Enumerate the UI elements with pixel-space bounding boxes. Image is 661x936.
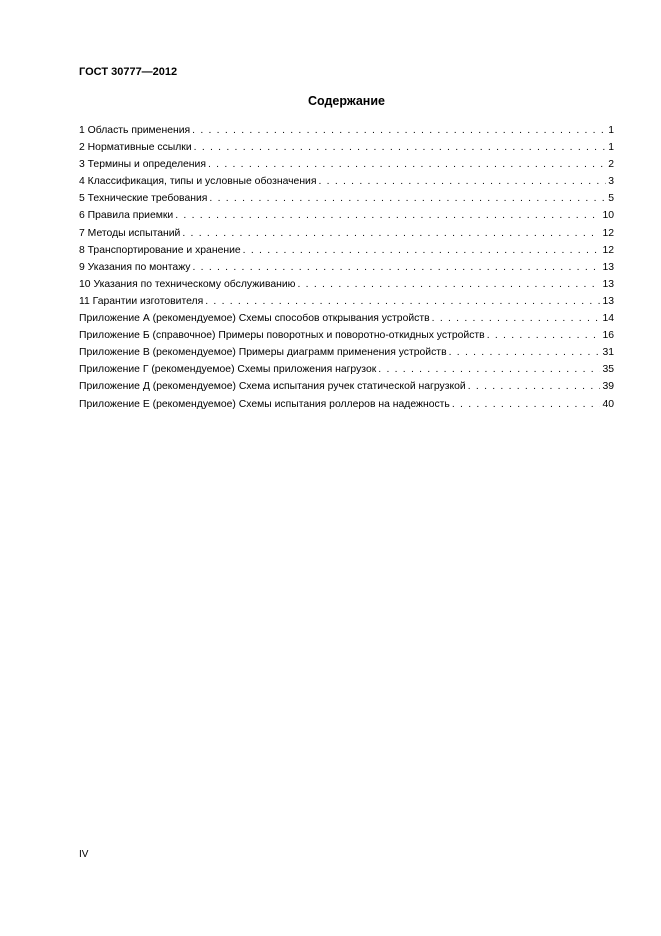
toc-entry[interactable] xyxy=(79,293,614,310)
toc-entry-page: 2 xyxy=(608,159,614,171)
toc-entry-page: 5 xyxy=(608,193,614,205)
toc-entry[interactable] xyxy=(79,327,614,344)
toc-dot-leader xyxy=(468,378,601,395)
toc-entry[interactable] xyxy=(79,259,614,276)
toc-entry[interactable] xyxy=(79,344,614,361)
toc-entry-page: 31 xyxy=(602,347,614,359)
toc-entry[interactable] xyxy=(79,310,614,327)
toc-entry-title: Приложение В (рекомендуемое) Примеры диаграмм применения устройств xyxy=(79,347,447,359)
toc-entry-page: 35 xyxy=(602,364,614,376)
toc-dot-leader xyxy=(205,293,600,310)
toc-entry[interactable] xyxy=(79,378,614,395)
toc-entry[interactable] xyxy=(79,276,614,293)
toc-entry-title: Приложение Е (рекомендуемое) Схемы испытания роллеров на надежность xyxy=(79,398,450,410)
toc-entry-title: Приложение А (рекомендуемое) Схемы способов открывания устройств xyxy=(79,313,430,325)
toc-dot-leader xyxy=(318,173,606,190)
toc-entry-page: 1 xyxy=(608,142,614,154)
toc-entry-page: 1 xyxy=(608,125,614,136)
toc-entry-page: 16 xyxy=(602,330,614,342)
toc-entry-title: Приложение Д (рекомендуемое) Схема испытания ручек статической нагрузкой xyxy=(79,381,466,393)
toc-entry-title: 9 Указания по монтажу xyxy=(79,261,191,273)
toc-entry[interactable] xyxy=(79,207,614,224)
toc-dot-leader xyxy=(487,327,601,344)
toc-entry-page: 12 xyxy=(602,227,614,239)
toc-entry[interactable] xyxy=(79,225,614,242)
toc-entry[interactable] xyxy=(79,122,614,139)
toc-entry[interactable] xyxy=(79,361,614,378)
toc-entry-title: Приложение Б (справочное) Примеры поворотных и поворотно-откидных устройств xyxy=(79,330,485,342)
page-title: Содержание xyxy=(307,94,385,108)
toc-entry-title: 6 Правила приемки xyxy=(79,210,174,222)
toc-entry[interactable] xyxy=(79,156,614,173)
toc-entry-title: Приложение Г (рекомендуемое) Схемы приложения нагрузок xyxy=(79,364,377,376)
toc-entry[interactable] xyxy=(79,139,614,156)
toc-dot-leader xyxy=(452,396,601,413)
toc-dot-leader xyxy=(192,259,600,276)
toc-entry-title: 3 Термины и определения xyxy=(79,159,206,171)
toc-entry[interactable] xyxy=(79,173,614,190)
toc-entry-title: 1 Область применения xyxy=(79,125,191,136)
toc-entry[interactable] xyxy=(79,242,614,259)
toc-dot-leader xyxy=(208,156,606,173)
toc-entry-page: 10 xyxy=(602,210,614,222)
page-number: IV xyxy=(79,849,89,860)
toc-entry-title: 7 Методы испытаний xyxy=(79,227,181,239)
toc-dot-leader xyxy=(432,310,601,327)
document-code: ГОСТ 30777—2012 xyxy=(79,66,178,78)
toc-entry-title: 11 Гарантии изготовителя xyxy=(79,295,204,307)
toc-entry-page: 13 xyxy=(602,261,614,273)
toc-dot-leader xyxy=(243,242,601,259)
toc-entry-page: 3 xyxy=(608,176,614,188)
toc-entry-page: 14 xyxy=(602,313,614,325)
toc-dot-leader xyxy=(194,139,607,156)
toc-dot-leader xyxy=(175,207,600,224)
toc-entry-page: 13 xyxy=(602,278,614,290)
toc-entry-page: 40 xyxy=(602,398,614,410)
toc-entry-page: 12 xyxy=(602,244,614,256)
toc-entry[interactable] xyxy=(79,396,614,413)
toc-entry-title: 5 Технические требования xyxy=(79,193,208,205)
toc-entry-title: 2 Нормативные ссылки xyxy=(79,142,192,154)
toc-dot-leader xyxy=(209,190,606,207)
toc-dot-leader xyxy=(378,361,600,378)
toc-entry-page: 39 xyxy=(602,381,614,393)
toc-dot-leader xyxy=(297,276,600,293)
table-of-contents xyxy=(79,122,614,413)
toc-entry[interactable] xyxy=(79,190,614,207)
toc-dot-leader xyxy=(449,344,601,361)
toc-dot-leader xyxy=(182,225,600,242)
toc-entry-title: 10 Указания по техническому обслуживанию xyxy=(79,278,296,290)
toc-entry-title: 4 Классификация, типы и условные обозначения xyxy=(79,176,317,188)
toc-entry-page: 13 xyxy=(602,295,614,307)
toc-dot-leader xyxy=(192,122,606,139)
toc-entry-title: 8 Транспортирование и хранение xyxy=(79,244,241,256)
